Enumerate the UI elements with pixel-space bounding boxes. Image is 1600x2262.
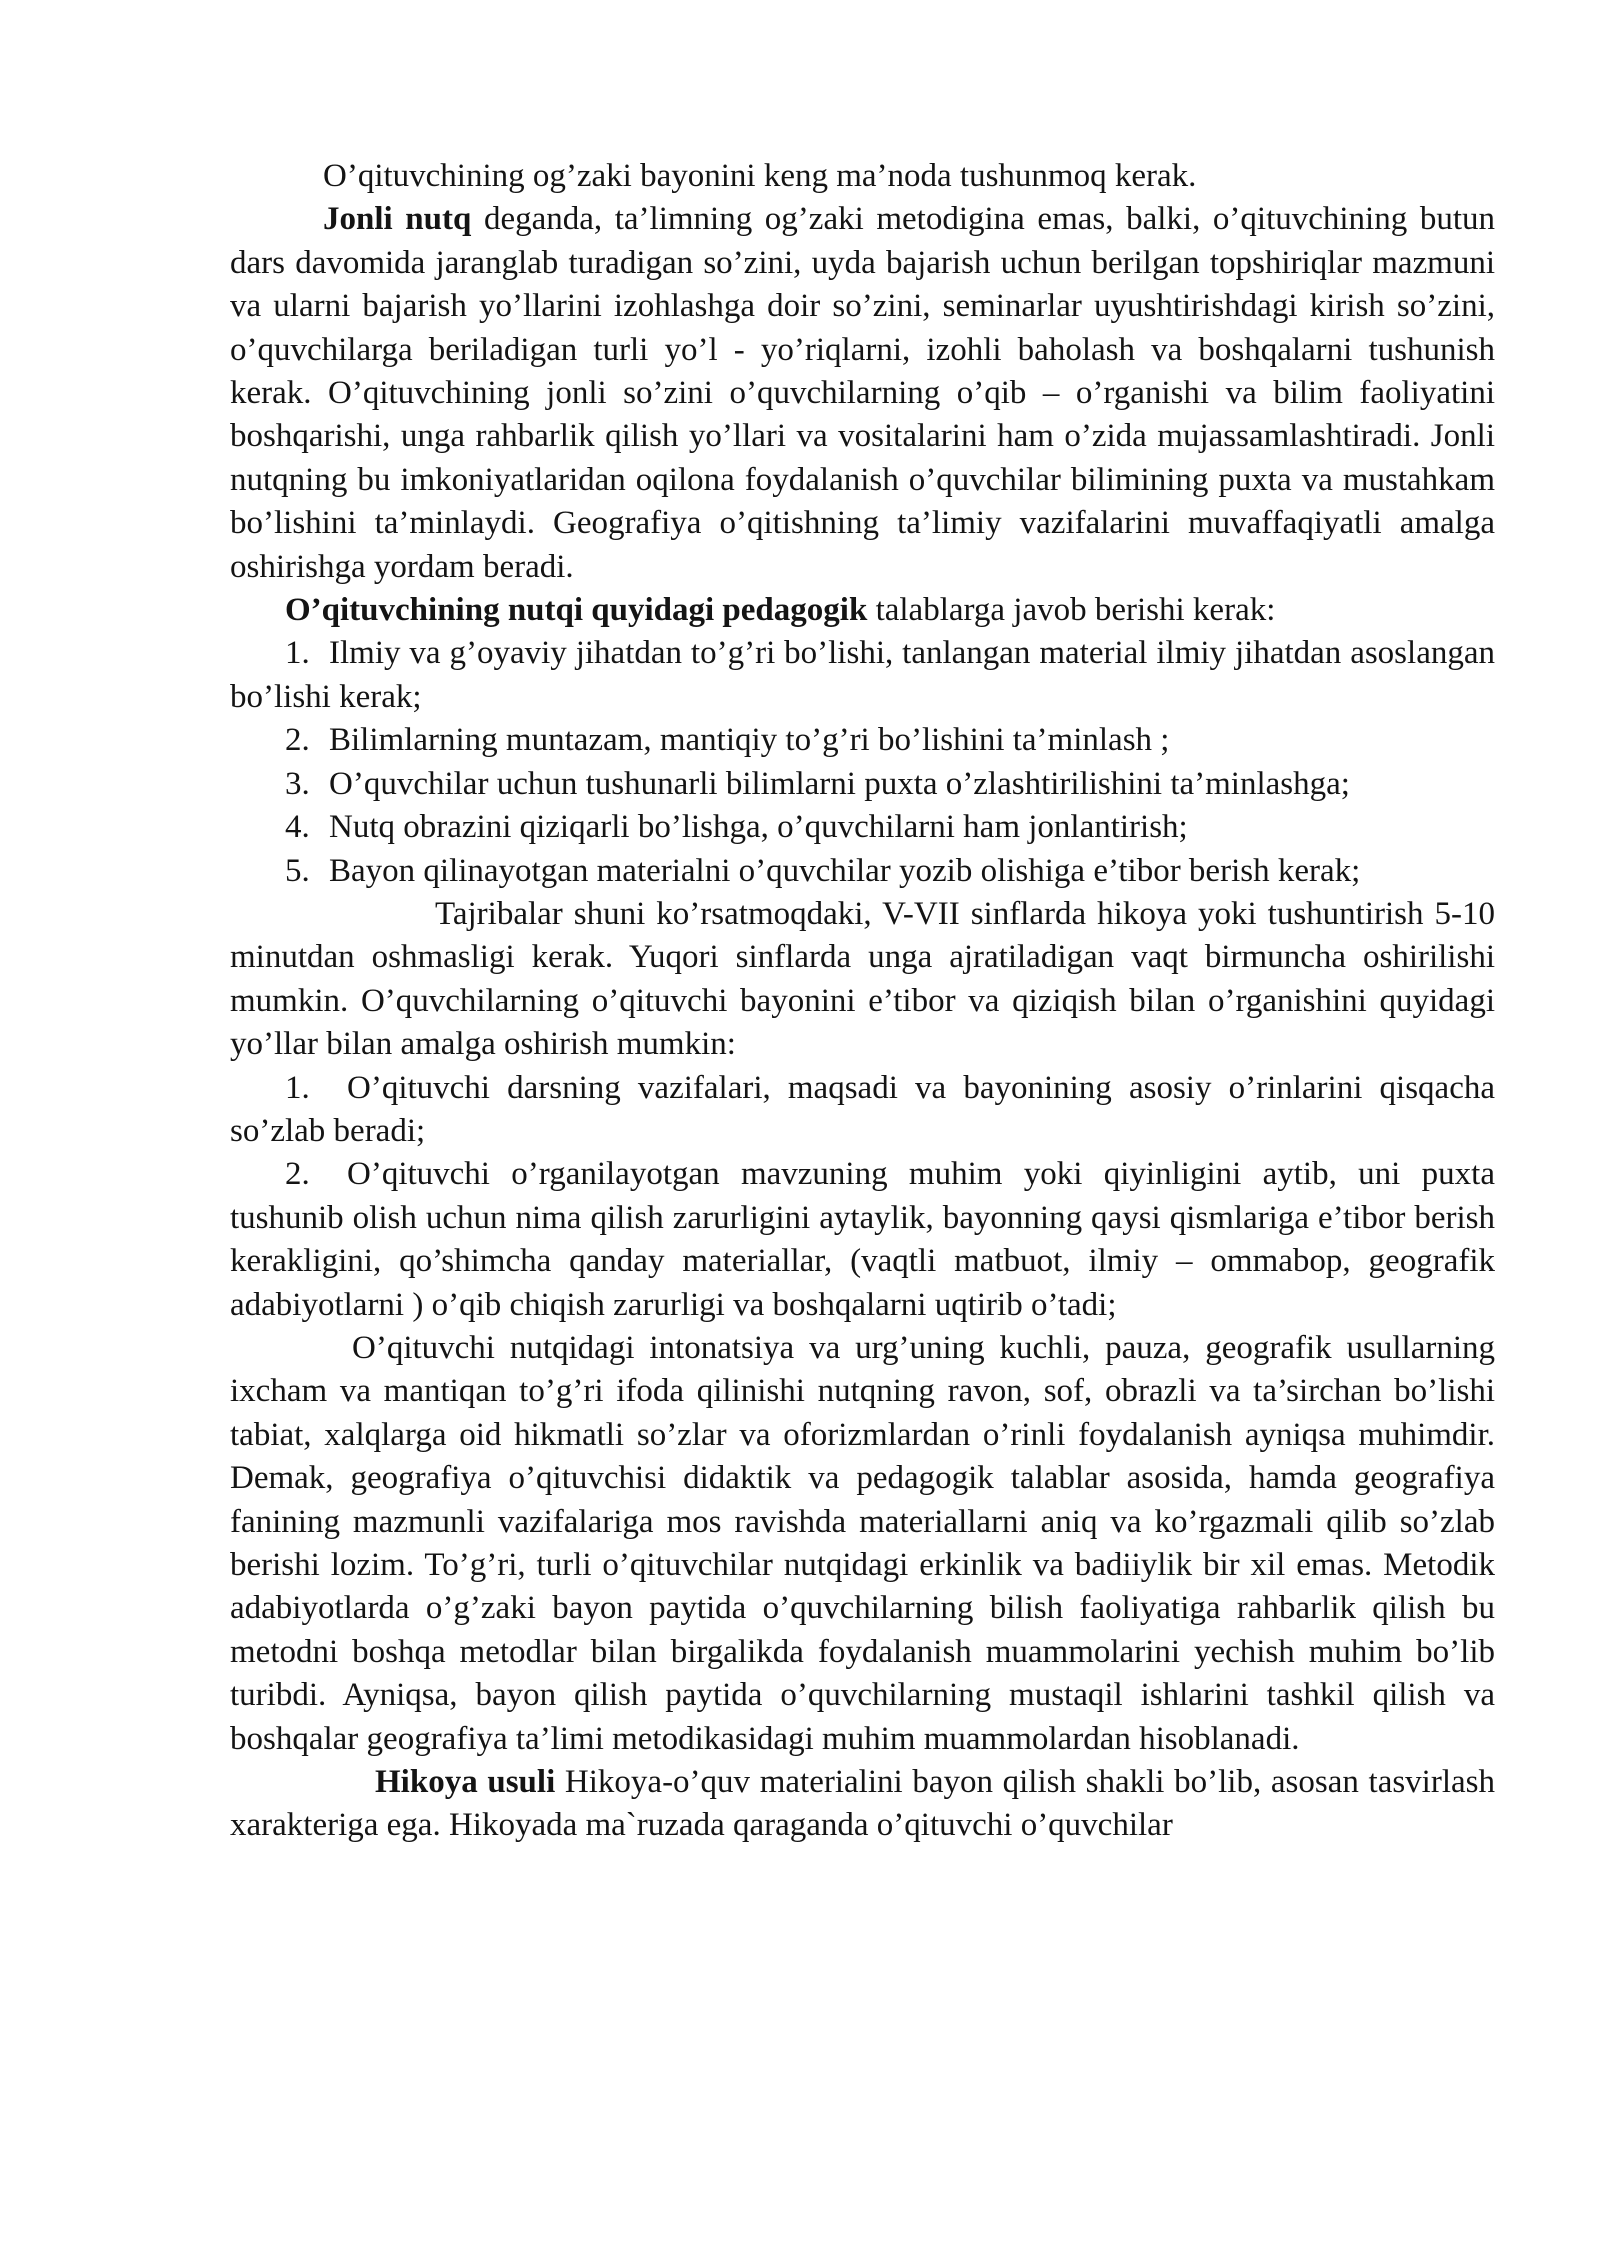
list-item-text: Nutq obrazini qiziqarli bo’lishga, o’quvchilarni ham jonlantirish; — [329, 809, 1188, 846]
list-item-text: Bilimlarning muntazam, mantiqiy to’g’ri bo’lishini ta’minlash ; — [329, 722, 1170, 759]
list-number: 2. — [285, 722, 310, 759]
list-number: 1. — [285, 1069, 310, 1106]
document-page — [230, 155, 1495, 1848]
list-item-text: Ilmiy va g’oyaviy jihatdan to’g’ri bo’lishi, tanlangan material ilmiy jihatdan asoslangan bo’lishi kerak; — [230, 635, 1495, 715]
list-item-text: Bayon qilinayotgan materialni o’quvchilar yozib olishiga e’tibor berish kerak; — [329, 852, 1361, 889]
paragraph-requirements-text: talablarga javob berishi kerak: — [867, 592, 1276, 629]
list-number: 4. — [285, 809, 310, 846]
list-number: 3. — [285, 765, 310, 802]
list-item — [230, 850, 1495, 893]
list-number: 2. — [285, 1156, 310, 1193]
paragraph-hikoya-usuli — [230, 1761, 1495, 1848]
list-item-text: O’qituvchi darsning vazifalari, maqsadi va bayonining asosiy o’rinlarini qisqacha so’zlab beradi; — [230, 1069, 1495, 1149]
paragraph-hikoya-usuli-text: Hikoya-o’quv materialini bayon qilish shakli bo’lib, asosan tasvirlash xarakteriga ega. Hikoyada ma`ruzada qaraganda o’qituvchi o’quvchilar — [230, 1764, 1495, 1844]
list-item-text: O’qituvchi o’rganilayotgan mavzuning muhim yoki qiyinligini aytib, uni puxta tushunib olish uchun nima qilish zarurligini aytaylik, bayonning qaysi qismlariga e’tibor berish kerakligini, qo’shimcha qanday materiallar, (vaqtli matbuot, ilmiy – ommabop, geografik adabiyotlarni ) o’qib chiqish zarurligi va boshqalarni uqtirib o’tadi; — [230, 1156, 1495, 1323]
term-hikoya-usuli: Hikoya usuli — [375, 1764, 556, 1801]
term-pedagogik-talablar: O’qituvchining nutqi quyidagi pedagogik — [285, 592, 868, 629]
list-number: 1. — [285, 635, 310, 672]
paragraph-requirements — [230, 589, 1495, 632]
paragraph-jonli-nutq — [230, 198, 1495, 589]
paragraph-tajribalar: Tajribalar shuni ko’rsatmoqdaki, V-VII sinflarda hikoya yoki tushuntirish 5-10 minutdan oshmasligi kerak. Yuqori sinflarda unga ajratiladigan vaqt birmuncha oshirilishi mumkin. O’quvchilarning o’qituvchi bayonini e’tibor va qiziqish bilan o’rganishini quyidagi yo’llar bilan amalga oshirish mumkin: — [230, 895, 1495, 1063]
paragraph-intonatsiya: O’qituvchi nutqidagi intonatsiya va urg’uning kuchli, pauza, geografik usullarning ixcham va mantiqan to’g’ri ifoda qilinishi nutqning ravon, sof, obrazli va ta’sirchan bo’lishi tabiat, xalqlarga oid hikmatli so’zlar va oforizmlardan o’rinli foydalanish ayniqsa muhimdir. Demak, geografiya o’qituvchisi didaktik va pedagogik talablar asosida, hamda geografiya fanining mazmunli vazifalariga mos ravishda materiallarni aniq va ko’rgazmali qilib so’zlab berishi lozim. To’g’ri, turli o’qituvchilar nutqidagi erkinlik va badiiylik bir xil emas. Metodik adabiyotlarda o’g’zaki bayon paytida o’quvchilarning bilish faoliyatiga rahbarlik qilish bu metodni boshqa metodlar bilan birgalikda foydalanish muammolarini yechish muhim bo’lib turibdi. Ayniqsa, bayon qilish paytida o’quvchilarning mustaqil ishlarini tashkil qilish va boshqalar geografiya ta’limi metodikasidagi muhim muammolardan hisoblanadi. — [230, 1329, 1495, 1757]
list-item — [230, 719, 1495, 762]
list-item — [230, 1067, 1495, 1154]
term-jonli-nutq: Jonli nutq — [323, 201, 472, 238]
list-number: 5. — [285, 852, 310, 889]
list-item — [230, 806, 1495, 849]
list-item — [230, 632, 1495, 719]
list-item — [230, 1153, 1495, 1327]
list-item-text: O’quvchilar uchun tushunarli bilimlarni puxta o’zlashtirilishini ta’minlashga; — [329, 765, 1350, 802]
list-item — [230, 763, 1495, 806]
paragraph-intro: O’qituvchining og’zaki bayonini keng ma’noda tushunmoq kerak. — [323, 158, 1197, 194]
paragraph-jonli-nutq-text: deganda, ta’limning og’zaki metodigina emas, balki, o’qituvchining butun dars davomida jaranglab turadigan so’zini, uyda bajarish uchun berilgan topshiriqlar mazmuni va ularni bajarish yo’llarini izohlashga doir so’zini, seminarlar uyushtirishdagi kirish so’zini, o’quvchilarga beriladigan turli yo’l - yo’riqlarni, izohli baholash va boshqalarni tushunish kerak. O’qituvchining jonli so’zini o’quvchilarning o’qib – o’rganishi va bilim faoliyatini boshqarishi, unga rahbarlik qilish yo’llari va vositalarini ham o’zida mujassamlashtiradi. Jonli nutqning bu imkoniyatlaridan oqilona foydalanish o’quvchilar bilimining puxta va mustahkam bo’lishini ta’minlaydi. Geografiya o’qitishning ta’limiy vazifalarini muvaffaqiyatli amalga oshirishga yordam beradi. — [230, 201, 1495, 585]
